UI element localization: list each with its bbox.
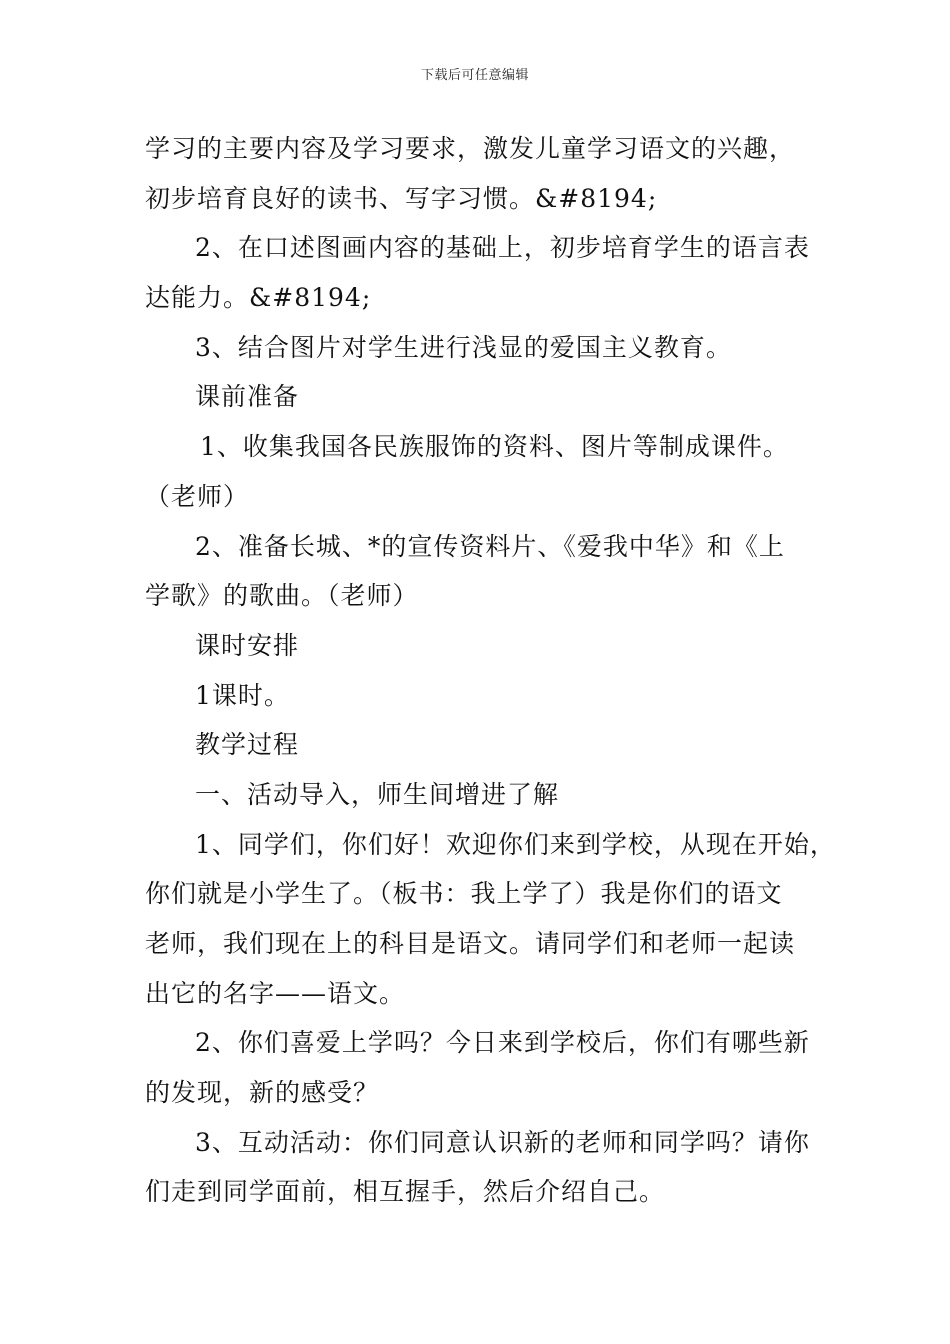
- text-line: 一、活动导入，师生间增进了解: [195, 779, 560, 809]
- text-line: 2、在口述图画内容的基础上，初步培育学生的语言表: [195, 233, 810, 263]
- text-line: 2、你们喜爱上学吗？今日来到学校后，你们有哪些新: [195, 1028, 810, 1058]
- text-line: 们走到同学面前，相互握手，然后介绍自己。: [145, 1177, 666, 1207]
- document-body: [145, 124, 836, 1217]
- page-header: 下载后可任意编辑: [420, 68, 529, 83]
- text-line: 2、准备长城、*的宣传资料片、《爱我中华》和《上: [195, 531, 785, 561]
- text-line: 学歌》的歌曲。（老师）: [145, 581, 419, 611]
- text-line: （老师）: [145, 481, 250, 511]
- text-line: 出它的名字——语文。: [145, 978, 406, 1008]
- text-line: 3、互动活动：你们同意认识新的老师和同学吗？请你: [195, 1127, 810, 1157]
- text-line: 老师，我们现在上的科目是语文。请同学们和老师一起读: [145, 929, 796, 958]
- text-line: 学习的主要内容及学习要求，激发儿童学习语文的兴趣，: [145, 134, 796, 163]
- text-line: 的发现，新的感受？: [145, 1078, 380, 1108]
- section-heading: 教学过程: [195, 730, 300, 760]
- section-heading: 课前准备: [195, 382, 300, 412]
- text-line: 你们就是小学生了。（板书：我上学了）我是你们的语文: [145, 879, 783, 909]
- text-line: 初步培育良好的读书、写字习惯。&#8194;: [145, 183, 658, 213]
- text-line: 1、同学们，你们好！欢迎你们来到学校，从现在开始，: [195, 829, 836, 859]
- text-line: 3、结合图片对学生进行浅显的爱国主义教育。: [195, 332, 732, 362]
- section-heading: 课时安排: [195, 630, 300, 660]
- text-line: 达能力。&#8194;: [145, 283, 372, 313]
- text-line: 1、收集我国各民族服饰的资料、图片等制成课件。: [200, 432, 789, 462]
- text-line: 1课时。: [195, 680, 290, 710]
